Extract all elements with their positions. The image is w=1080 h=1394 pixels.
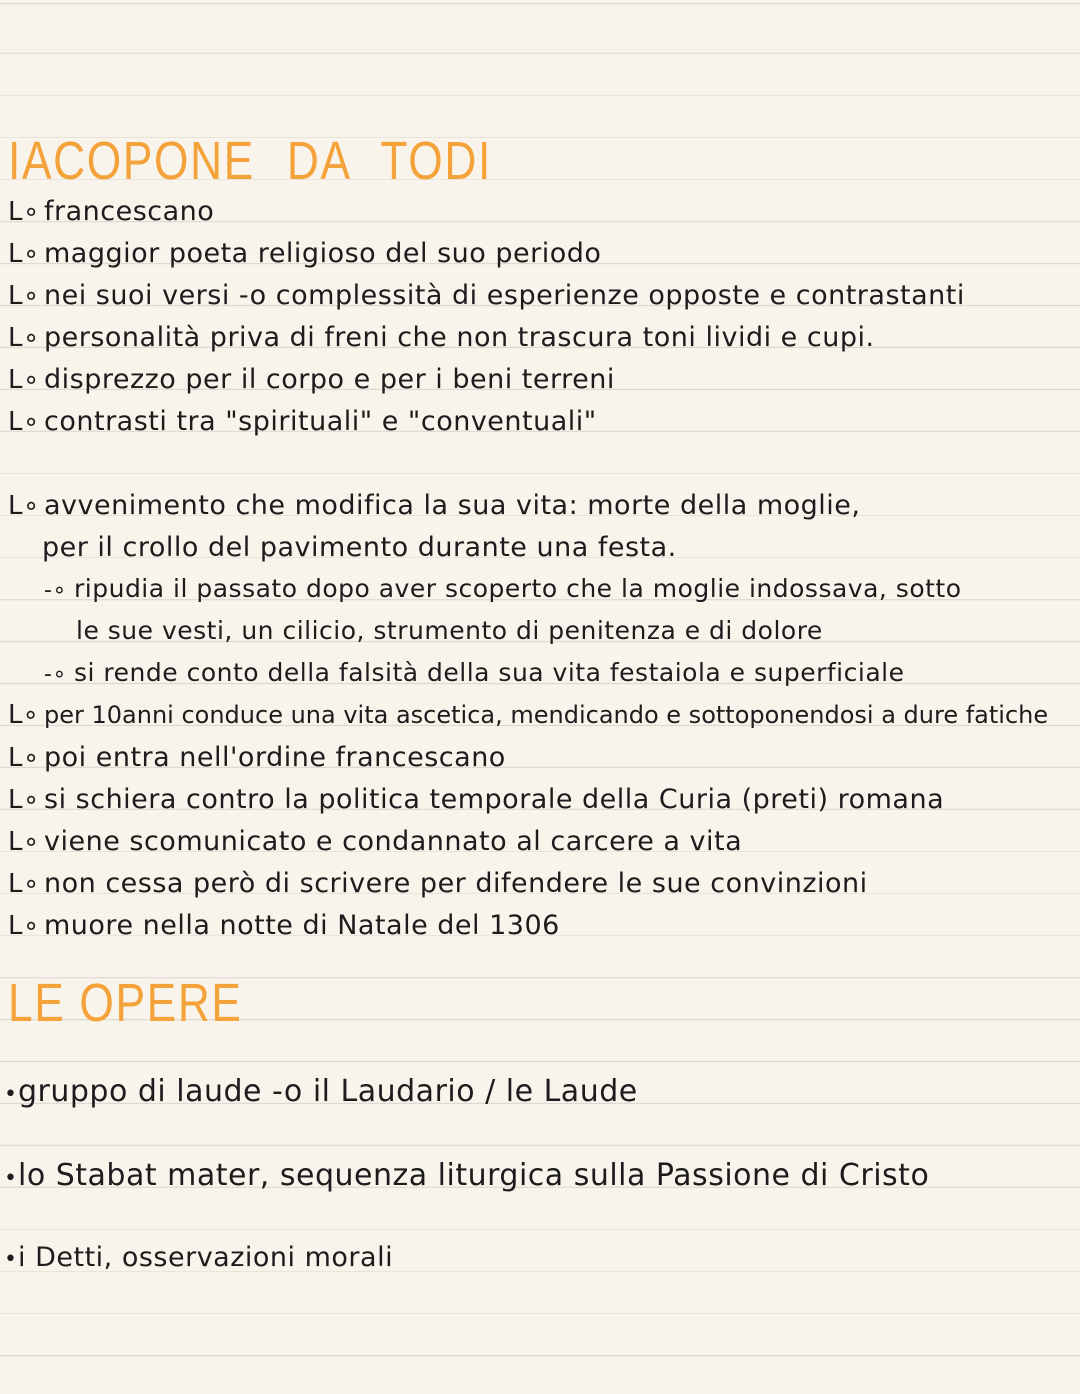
- branch-arrow-icon: L∘: [8, 407, 40, 437]
- list-item-text: i Detti, osservazioni morali: [18, 1242, 394, 1273]
- branch-arrow-icon: L∘: [8, 281, 40, 311]
- page-title: IACOPONE DA TODI: [8, 131, 492, 191]
- note-text: poi entra nell'ordine francescano: [44, 742, 506, 773]
- branch-arrow-icon: L∘: [8, 365, 40, 395]
- note-text: avvenimento che modifica la sua vita: morte della moglie,: [44, 490, 861, 521]
- note-text: le sue vesti, un cilicio, strumento di penitenza e di dolore: [76, 616, 823, 645]
- note-text: non cessa però di scrivere per difendere le sue convinzioni: [44, 868, 868, 899]
- arrow-right-icon: -∘: [44, 578, 67, 603]
- note-line: [8, 868, 868, 899]
- branch-arrow-icon: L∘: [8, 911, 40, 941]
- note-text: nei suoi versi -o complessità di esperienze opposte e contrastanti: [44, 280, 965, 311]
- note-text: ripudia il passato dopo aver scoperto che la moglie indossava, sotto: [74, 574, 962, 603]
- branch-arrow-icon: L∘: [8, 869, 40, 899]
- note-line: [8, 490, 861, 521]
- note-line: [42, 532, 677, 563]
- note-text: si schiera contro la politica temporale della Curia (preti) romana: [44, 784, 945, 815]
- note-text: maggior poeta religioso del suo periodo: [44, 238, 602, 269]
- branch-arrow-icon: L∘: [8, 700, 39, 730]
- note-line: [8, 910, 560, 941]
- arrow-right-icon: -∘: [44, 662, 67, 687]
- branch-arrow-icon: L∘: [8, 743, 40, 773]
- branch-arrow-icon: L∘: [8, 827, 40, 857]
- note-line: [8, 364, 615, 395]
- note-text: viene scomunicato e condannato al carcere a vita: [44, 826, 743, 857]
- list-item-text: lo Stabat mater, sequenza liturgica sulla Passione di Cristo: [18, 1158, 930, 1193]
- note-line: [8, 196, 214, 227]
- note-line: [8, 238, 601, 269]
- note-line: [76, 616, 823, 645]
- note-text: personalità priva di freni che non trascura toni lividi e cupi.: [44, 322, 875, 353]
- branch-arrow-icon: L∘: [8, 491, 40, 521]
- note-line: [8, 280, 965, 311]
- note-line: [8, 406, 597, 437]
- list-item: [4, 1074, 638, 1109]
- bullet-icon: •: [4, 1082, 18, 1107]
- note-text: per il crollo del pavimento durante una festa.: [42, 532, 677, 563]
- note-text: contrasti tra "spirituali" e "conventuali": [44, 406, 597, 437]
- list-item: [4, 1158, 929, 1193]
- note-line: [8, 742, 506, 773]
- note-line: [44, 658, 904, 687]
- note-line: [8, 784, 944, 815]
- note-line: [8, 826, 742, 857]
- branch-arrow-icon: L∘: [8, 197, 40, 227]
- bullet-icon: •: [4, 1166, 18, 1191]
- list-item-text: gruppo di laude -o il Laudario / le Laude: [18, 1074, 638, 1109]
- bullet-icon: •: [4, 1247, 18, 1272]
- note-text: francescano: [44, 196, 215, 227]
- branch-arrow-icon: L∘: [8, 785, 40, 815]
- note-text: si rende conto della falsità della sua vita festaiola e superficiale: [74, 658, 905, 687]
- branch-arrow-icon: L∘: [8, 323, 40, 353]
- note-line: [8, 322, 875, 353]
- note-text: per 10anni conduce una vita ascetica, mendicando e sottoponendosi a dure fatiche: [44, 701, 1049, 729]
- note-line: [8, 700, 1048, 730]
- note-line: [44, 574, 962, 603]
- note-text: disprezzo per il corpo e per i beni terreni: [44, 364, 615, 395]
- list-item: [4, 1242, 393, 1273]
- note-text: muore nella notte di Natale del 1306: [44, 910, 560, 941]
- section-heading-works: LE OPERE: [8, 973, 243, 1033]
- branch-arrow-icon: L∘: [8, 239, 40, 269]
